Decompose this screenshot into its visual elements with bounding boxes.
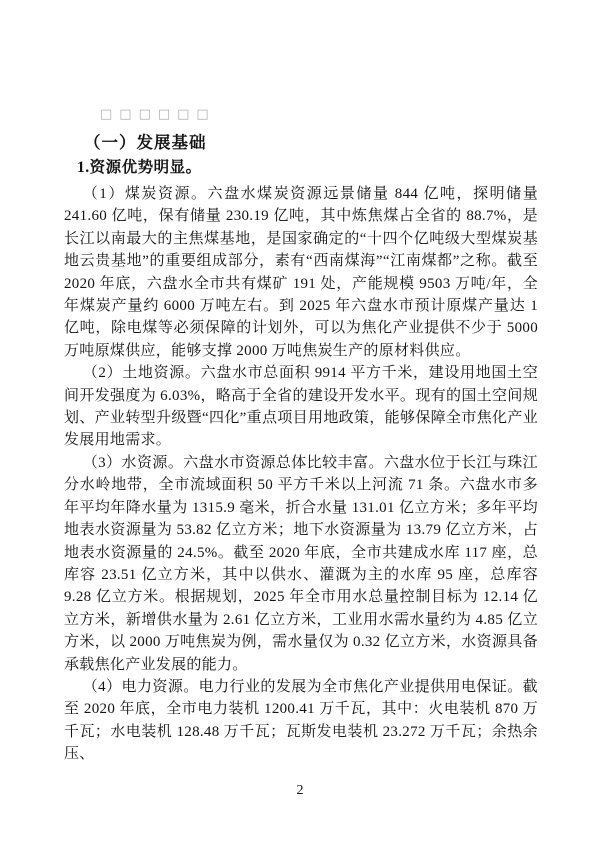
paragraph-land-resources: （2）土地资源。六盘水市总面积 9914 平方千米，建设用地国土空间开发强度为 6.03%，略高于全省的建设开发水平。现有的国土空间规划、产业转型升级暨“四化”重点项目用地政策，能够保障全市焦化产业发展用地需求。 <box>64 365 538 449</box>
missing-glyph-boxes: □□□□□□ <box>100 107 216 122</box>
page-content <box>64 108 538 766</box>
paragraph-water-resources: （3）水资源。六盘水市资源总体比较丰富。六盘水位于长江与珠江分水岭地带，全市流域面积 50 平方千米以上河流 71 条。六盘水市多年平均年降水量为 1315.9 毫米，折合水量 131.01 亿立方米；多年平均地表水资源量为 53.82 亿立方米；地下水资源量为 13.79 亿立方米，占地表水资源量的 24.5%。截至 2020 年底，全市共建成水库 117 座，总库容 23.51 亿立方米，其中以供水、灌溉为主的水库 95 座，总库容 9.28 亿立方米。根据规划，2025 年全市用水总量控制目标为 12.14 亿立方米，新增供水量为 2.61 亿立方米，工业用水需水量约为 4.85 亿立方米，以 2000 万吨焦炭为例，需水量仅为 0.32 亿立方米，水资源具备承载焦化产业发展的能力。 <box>64 454 538 673</box>
paragraph-power-resources: （4）电力资源。电力行业的发展为全市焦化产业提供用电保证。截至 2020 年底，全市电力装机 1200.41 万千瓦，其中：火电装机 870 万千瓦；水电装机 128.48 万千瓦；瓦斯发电装机 23.272 万千瓦；余热余压、 <box>64 678 538 763</box>
page-number: 2 <box>296 783 304 798</box>
paragraph-coal-resources: （1）煤炭资源。六盘水煤炭资源远景储量 844 亿吨，探明储量 241.60 亿吨，保有储量 230.19 亿吨，其中炼焦煤占全省的 88.7%，是长江以南最大的主焦煤基地，是国家确定的“十四个亿吨级大型煤炭基地云贵基地”的重要组成部分，素有“西南煤海”“江南煤都”之称。截至 2020 年底，六盘水全市共有煤矿 191 处，产能规模 9503 万吨/年，全年煤炭产量约 6000 万吨左右。到 2025 年六盘水市预计原煤产量达 1 亿吨，除电煤等必须保障的计划外，可以为焦化产业提供不少于 5000 万吨原煤供应，能够支撑 2000 万吨焦炭生产的原材料供应。 <box>64 186 538 359</box>
section-heading: （一）发展基础 <box>84 133 207 152</box>
subsection-heading: 1.资源优势明显。 <box>77 159 202 176</box>
